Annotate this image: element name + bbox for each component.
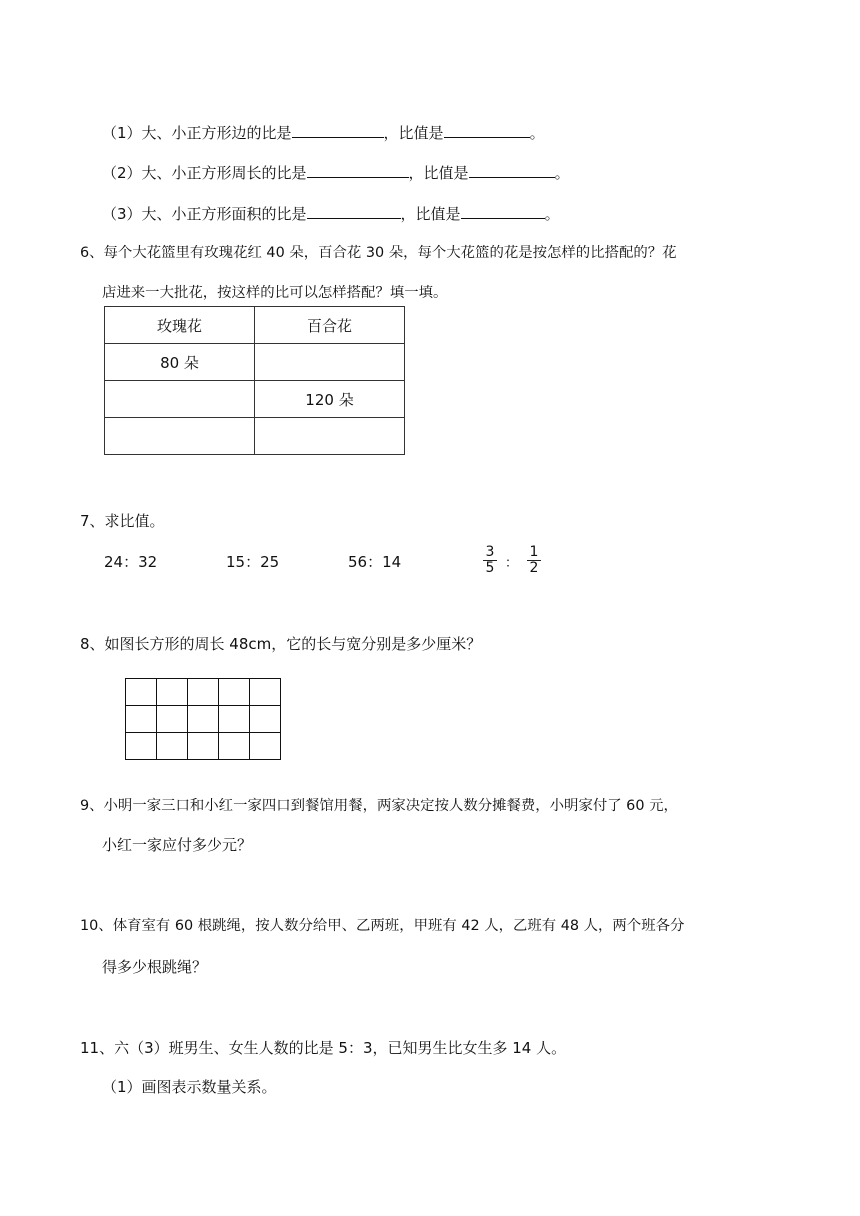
- table-header-row: [105, 307, 405, 344]
- q5-sub1-end: 。: [529, 124, 545, 142]
- answer-blank[interactable]: [307, 202, 401, 219]
- q11-line1: 11、六（3）班男生、女生人数的比是 5：3，已知男生比女生多 14 人。: [80, 1039, 567, 1057]
- q5-sub2-end: 。: [554, 164, 570, 182]
- table-cell[interactable]: [255, 344, 405, 381]
- q10-line1: 10、体育室有 60 根跳绳，按人数分给甲、乙两班，甲班有 42 人，乙班有 48 人，两个班各分: [80, 918, 685, 934]
- table-row: [105, 381, 405, 418]
- fraction-one-half: [527, 545, 541, 576]
- answer-blank[interactable]: [461, 202, 545, 219]
- q5-sub1: [102, 121, 545, 143]
- grid-cell: [219, 679, 250, 706]
- q10-line2: 得多少根跳绳？: [102, 958, 208, 976]
- grid-cell: [126, 679, 157, 706]
- fraction-denominator: 2: [529, 560, 539, 576]
- grid-cell: [219, 706, 250, 733]
- answer-blank[interactable]: [307, 161, 409, 178]
- grid-cell: [250, 679, 281, 706]
- grid-cell: [157, 706, 188, 733]
- rectangle-grid-figure: [125, 678, 281, 760]
- q5-sub3-text: （3）大、小正方形面积的比是: [102, 205, 307, 223]
- table-row: [105, 344, 405, 381]
- q9-line2: 小红一家应付多少元？: [102, 836, 253, 854]
- table-header: 百合花: [255, 307, 405, 344]
- q7-title: 7、求比值。: [80, 512, 165, 530]
- q5-sub2-mid: ，比值是: [408, 164, 469, 182]
- table-cell[interactable]: 80 朵: [105, 344, 255, 381]
- q5-sub2-text: （2）大、小正方形周长的比是: [102, 164, 307, 182]
- grid-cell: [126, 706, 157, 733]
- answer-blank[interactable]: [444, 121, 530, 138]
- grid-cell: [250, 706, 281, 733]
- grid-cell: [126, 733, 157, 760]
- q7-item: 15：25: [226, 553, 280, 571]
- q5-sub1-text: （1）大、小正方形边的比是: [102, 124, 292, 142]
- grid-cell: [250, 733, 281, 760]
- grid-cell: [157, 679, 188, 706]
- grid-cell: [188, 679, 219, 706]
- answer-blank[interactable]: [292, 121, 384, 138]
- q7-item: 56：14: [348, 553, 402, 571]
- q6-line1: 6、每个大花篮里有玫瑰花红 40 朵，百合花 30 朵，每个大花篮的花是按怎样的比搭配的？花: [80, 245, 677, 261]
- grid-cell: [219, 733, 250, 760]
- fraction-three-fifths: [483, 545, 497, 576]
- table-cell[interactable]: [255, 418, 405, 455]
- answer-blank[interactable]: [469, 161, 555, 178]
- table-header: 玫瑰花: [105, 307, 255, 344]
- fraction-denominator: 5: [485, 560, 495, 576]
- table-cell[interactable]: [105, 381, 255, 418]
- q7-item: 24：32: [104, 553, 158, 571]
- q8-text: 8、如图长方形的周长 48cm，它的长与宽分别是多少厘米？: [80, 635, 482, 653]
- q5-sub3-mid: ，比值是: [400, 205, 461, 223]
- table-cell[interactable]: 120 朵: [255, 381, 405, 418]
- q11-sub1: （1）画图表示数量关系。: [102, 1078, 277, 1096]
- table-row: [105, 418, 405, 455]
- fraction-numerator: 3: [483, 545, 497, 561]
- q5-sub3-end: 。: [544, 205, 560, 223]
- grid-cell: [188, 706, 219, 733]
- q5-sub3: [102, 202, 560, 224]
- q5-sub1-mid: ，比值是: [383, 124, 444, 142]
- ratio-colon: ：: [505, 556, 519, 571]
- grid-cell: [188, 733, 219, 760]
- flower-ratio-table: [104, 306, 405, 455]
- fraction-numerator: 1: [527, 545, 541, 561]
- q5-sub2: [102, 161, 570, 183]
- table-cell[interactable]: [105, 418, 255, 455]
- grid-cell: [157, 733, 188, 760]
- q9-line1: 9、小明一家三口和小红一家四口到餐馆用餐，两家决定按人数分摊餐费，小明家付了 60 元，: [80, 798, 678, 814]
- q6-line2: 店进来一大批花，按这样的比可以怎样搭配？填一填。: [102, 285, 448, 301]
